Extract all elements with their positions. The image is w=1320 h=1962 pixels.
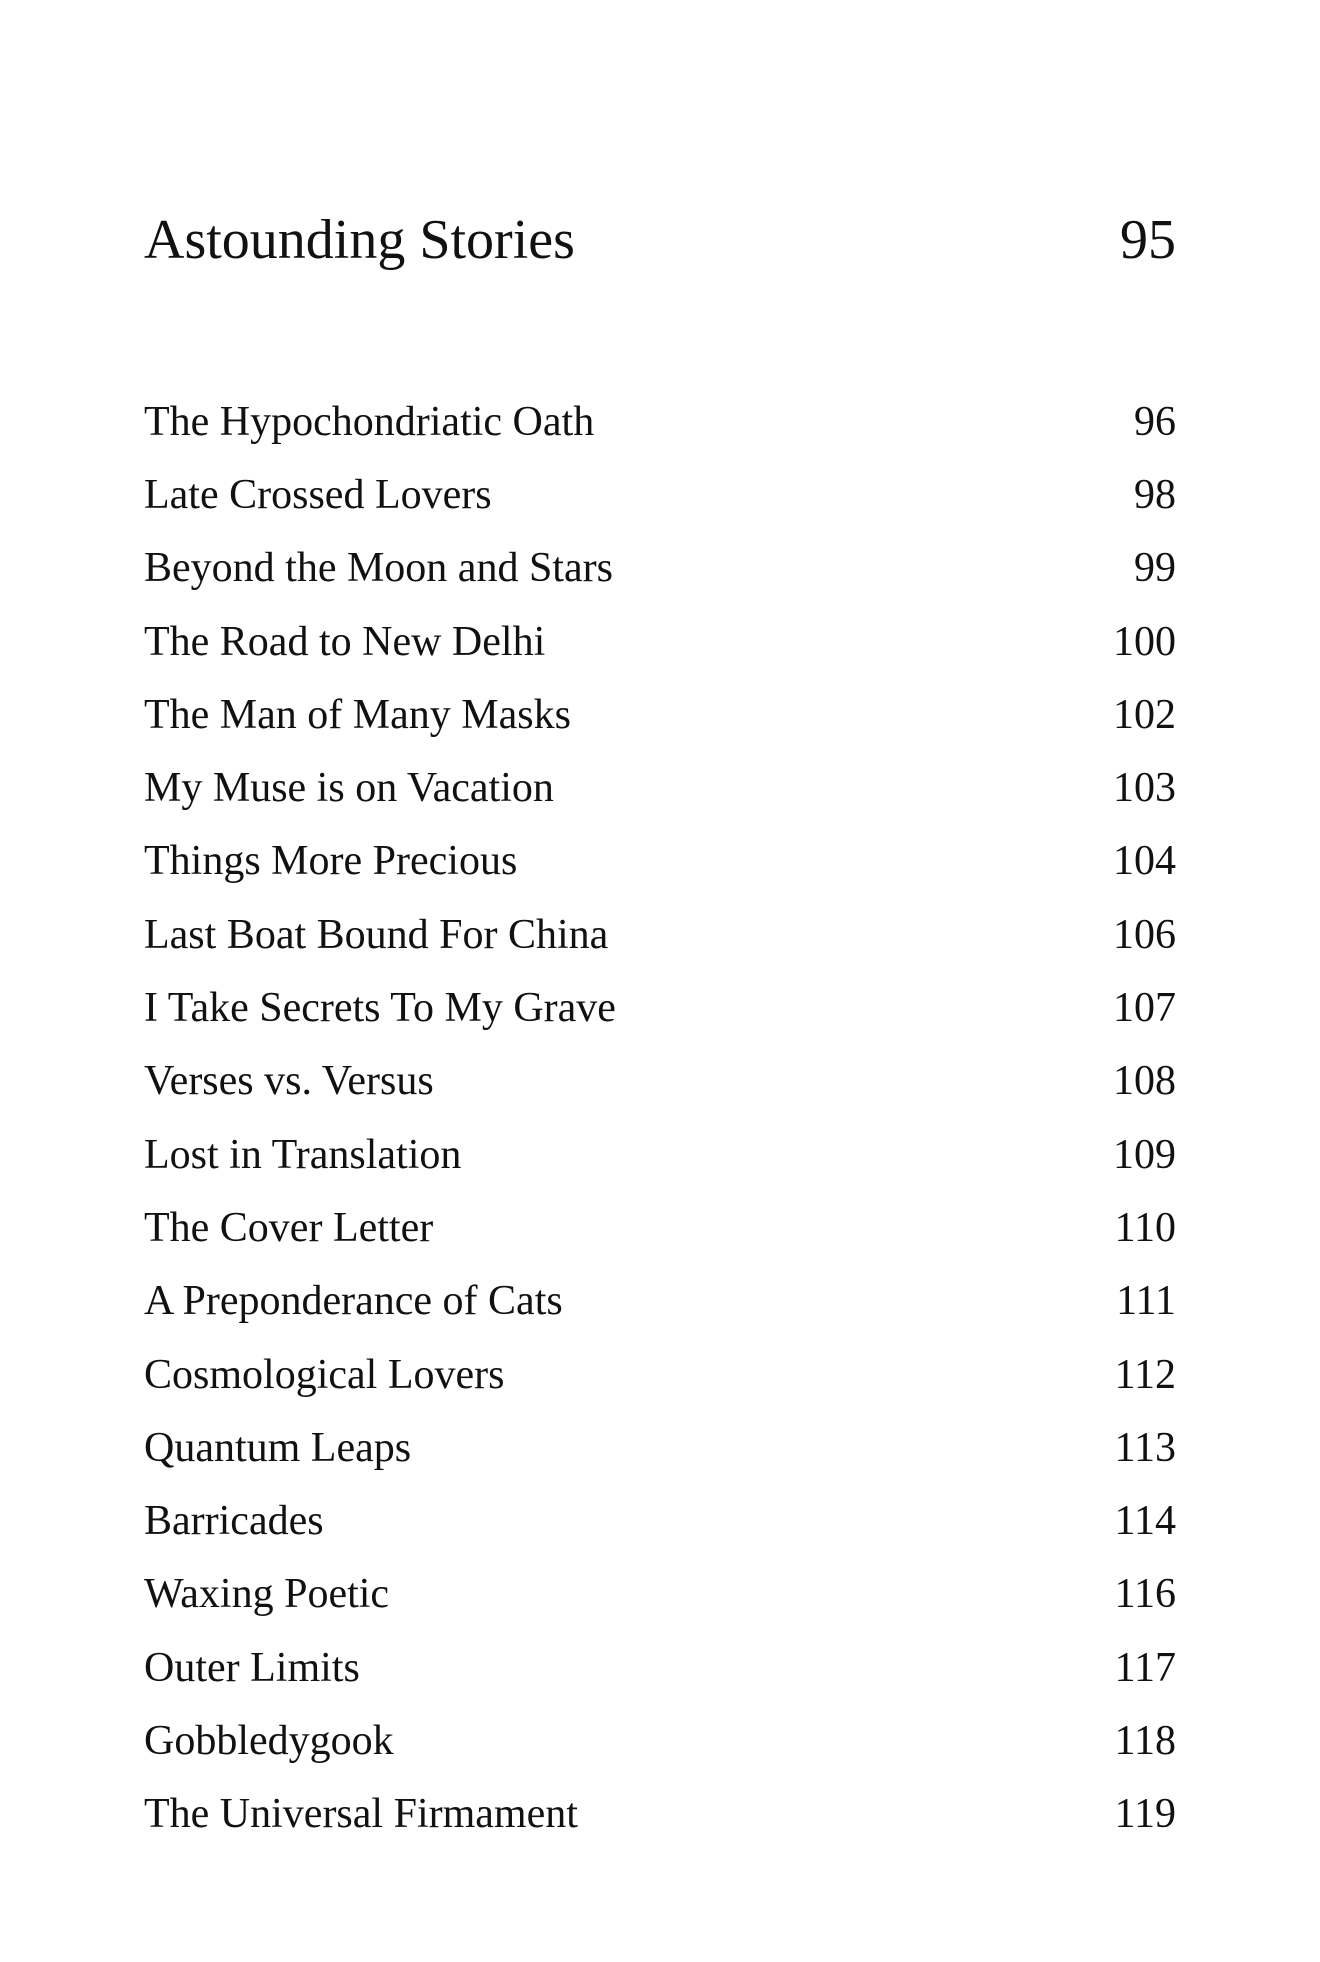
toc-entry-page: 99 [1134, 545, 1176, 592]
toc-entry [144, 1118, 1176, 1191]
toc-entry-title: Things More Precious [144, 838, 518, 885]
toc-entry-page: 109 [1113, 1131, 1176, 1178]
toc-entry-title: Barricades [144, 1498, 324, 1545]
toc-entry-page: 110 [1114, 1204, 1176, 1251]
toc-entry-title: Last Boat Bound For China [144, 911, 609, 958]
toc-entry [144, 971, 1176, 1044]
toc-entry-page: 103 [1113, 765, 1176, 812]
toc-entry-title: Gobbledygook [144, 1717, 394, 1764]
toc-entry-page: 104 [1113, 838, 1176, 885]
toc-entry [144, 1631, 1176, 1704]
toc-entry-page: 113 [1114, 1424, 1176, 1471]
toc-entry-page: 114 [1114, 1498, 1176, 1545]
toc-entry [144, 751, 1176, 824]
toc-entry [144, 825, 1176, 898]
toc-entry-title: The Road to New Delhi [144, 618, 546, 665]
toc-entry [144, 605, 1176, 678]
toc-entry-page: 117 [1114, 1644, 1176, 1691]
toc-entry-page: 96 [1134, 398, 1176, 445]
toc-entry-title: Quantum Leaps [144, 1424, 412, 1471]
toc-entry-title: The Universal Firmament [144, 1791, 578, 1838]
toc-entry-page: 98 [1134, 471, 1176, 518]
toc-entry-title: Outer Limits [144, 1644, 360, 1691]
toc-entry [144, 385, 1176, 458]
toc-entry-title: I Take Secrets To My Grave [144, 985, 616, 1032]
toc-entry-title: My Muse is on Vacation [144, 765, 554, 812]
section-header [144, 205, 1176, 275]
toc-entry-page: 100 [1113, 618, 1176, 665]
toc-entry-page: 111 [1116, 1278, 1176, 1325]
toc-entry [144, 898, 1176, 971]
toc-entry [144, 1191, 1176, 1264]
toc-entry [144, 1411, 1176, 1484]
toc-entry [144, 1778, 1176, 1851]
toc-entry-page: 112 [1114, 1351, 1176, 1398]
toc-entry-page: 102 [1113, 691, 1176, 738]
toc-entry-title: Waxing Poetic [144, 1571, 390, 1618]
toc-entry-page: 106 [1113, 911, 1176, 958]
toc-entry [144, 532, 1176, 605]
table-of-contents [144, 385, 1176, 1851]
toc-entry-title: Cosmological Lovers [144, 1351, 505, 1398]
toc-entry-page: 118 [1114, 1717, 1176, 1764]
toc-entry-title: The Hypochondriatic Oath [144, 398, 595, 445]
section-title: Astounding Stories [144, 209, 575, 271]
toc-entry-title: Lost in Translation [144, 1131, 462, 1178]
section-page-number: 95 [1120, 209, 1176, 271]
toc-entry [144, 1045, 1176, 1118]
toc-entry [144, 1704, 1176, 1777]
toc-entry-page: 107 [1113, 985, 1176, 1032]
toc-entry [144, 1338, 1176, 1411]
toc-entry-title: The Cover Letter [144, 1204, 434, 1251]
toc-entry [144, 1558, 1176, 1631]
toc-entry-title: The Man of Many Masks [144, 691, 571, 738]
toc-entry-title: Verses vs. Versus [144, 1058, 434, 1105]
toc-entry [144, 458, 1176, 531]
toc-entry-page: 116 [1114, 1571, 1176, 1618]
toc-entry [144, 678, 1176, 751]
toc-entry [144, 1484, 1176, 1557]
toc-entry-title: Late Crossed Lovers [144, 471, 492, 518]
toc-entry-title: A Preponderance of Cats [144, 1278, 563, 1325]
toc-entry [144, 1265, 1176, 1338]
toc-entry-page: 119 [1114, 1791, 1176, 1838]
toc-entry-title: Beyond the Moon and Stars [144, 545, 613, 592]
toc-entry-page: 108 [1113, 1058, 1176, 1105]
